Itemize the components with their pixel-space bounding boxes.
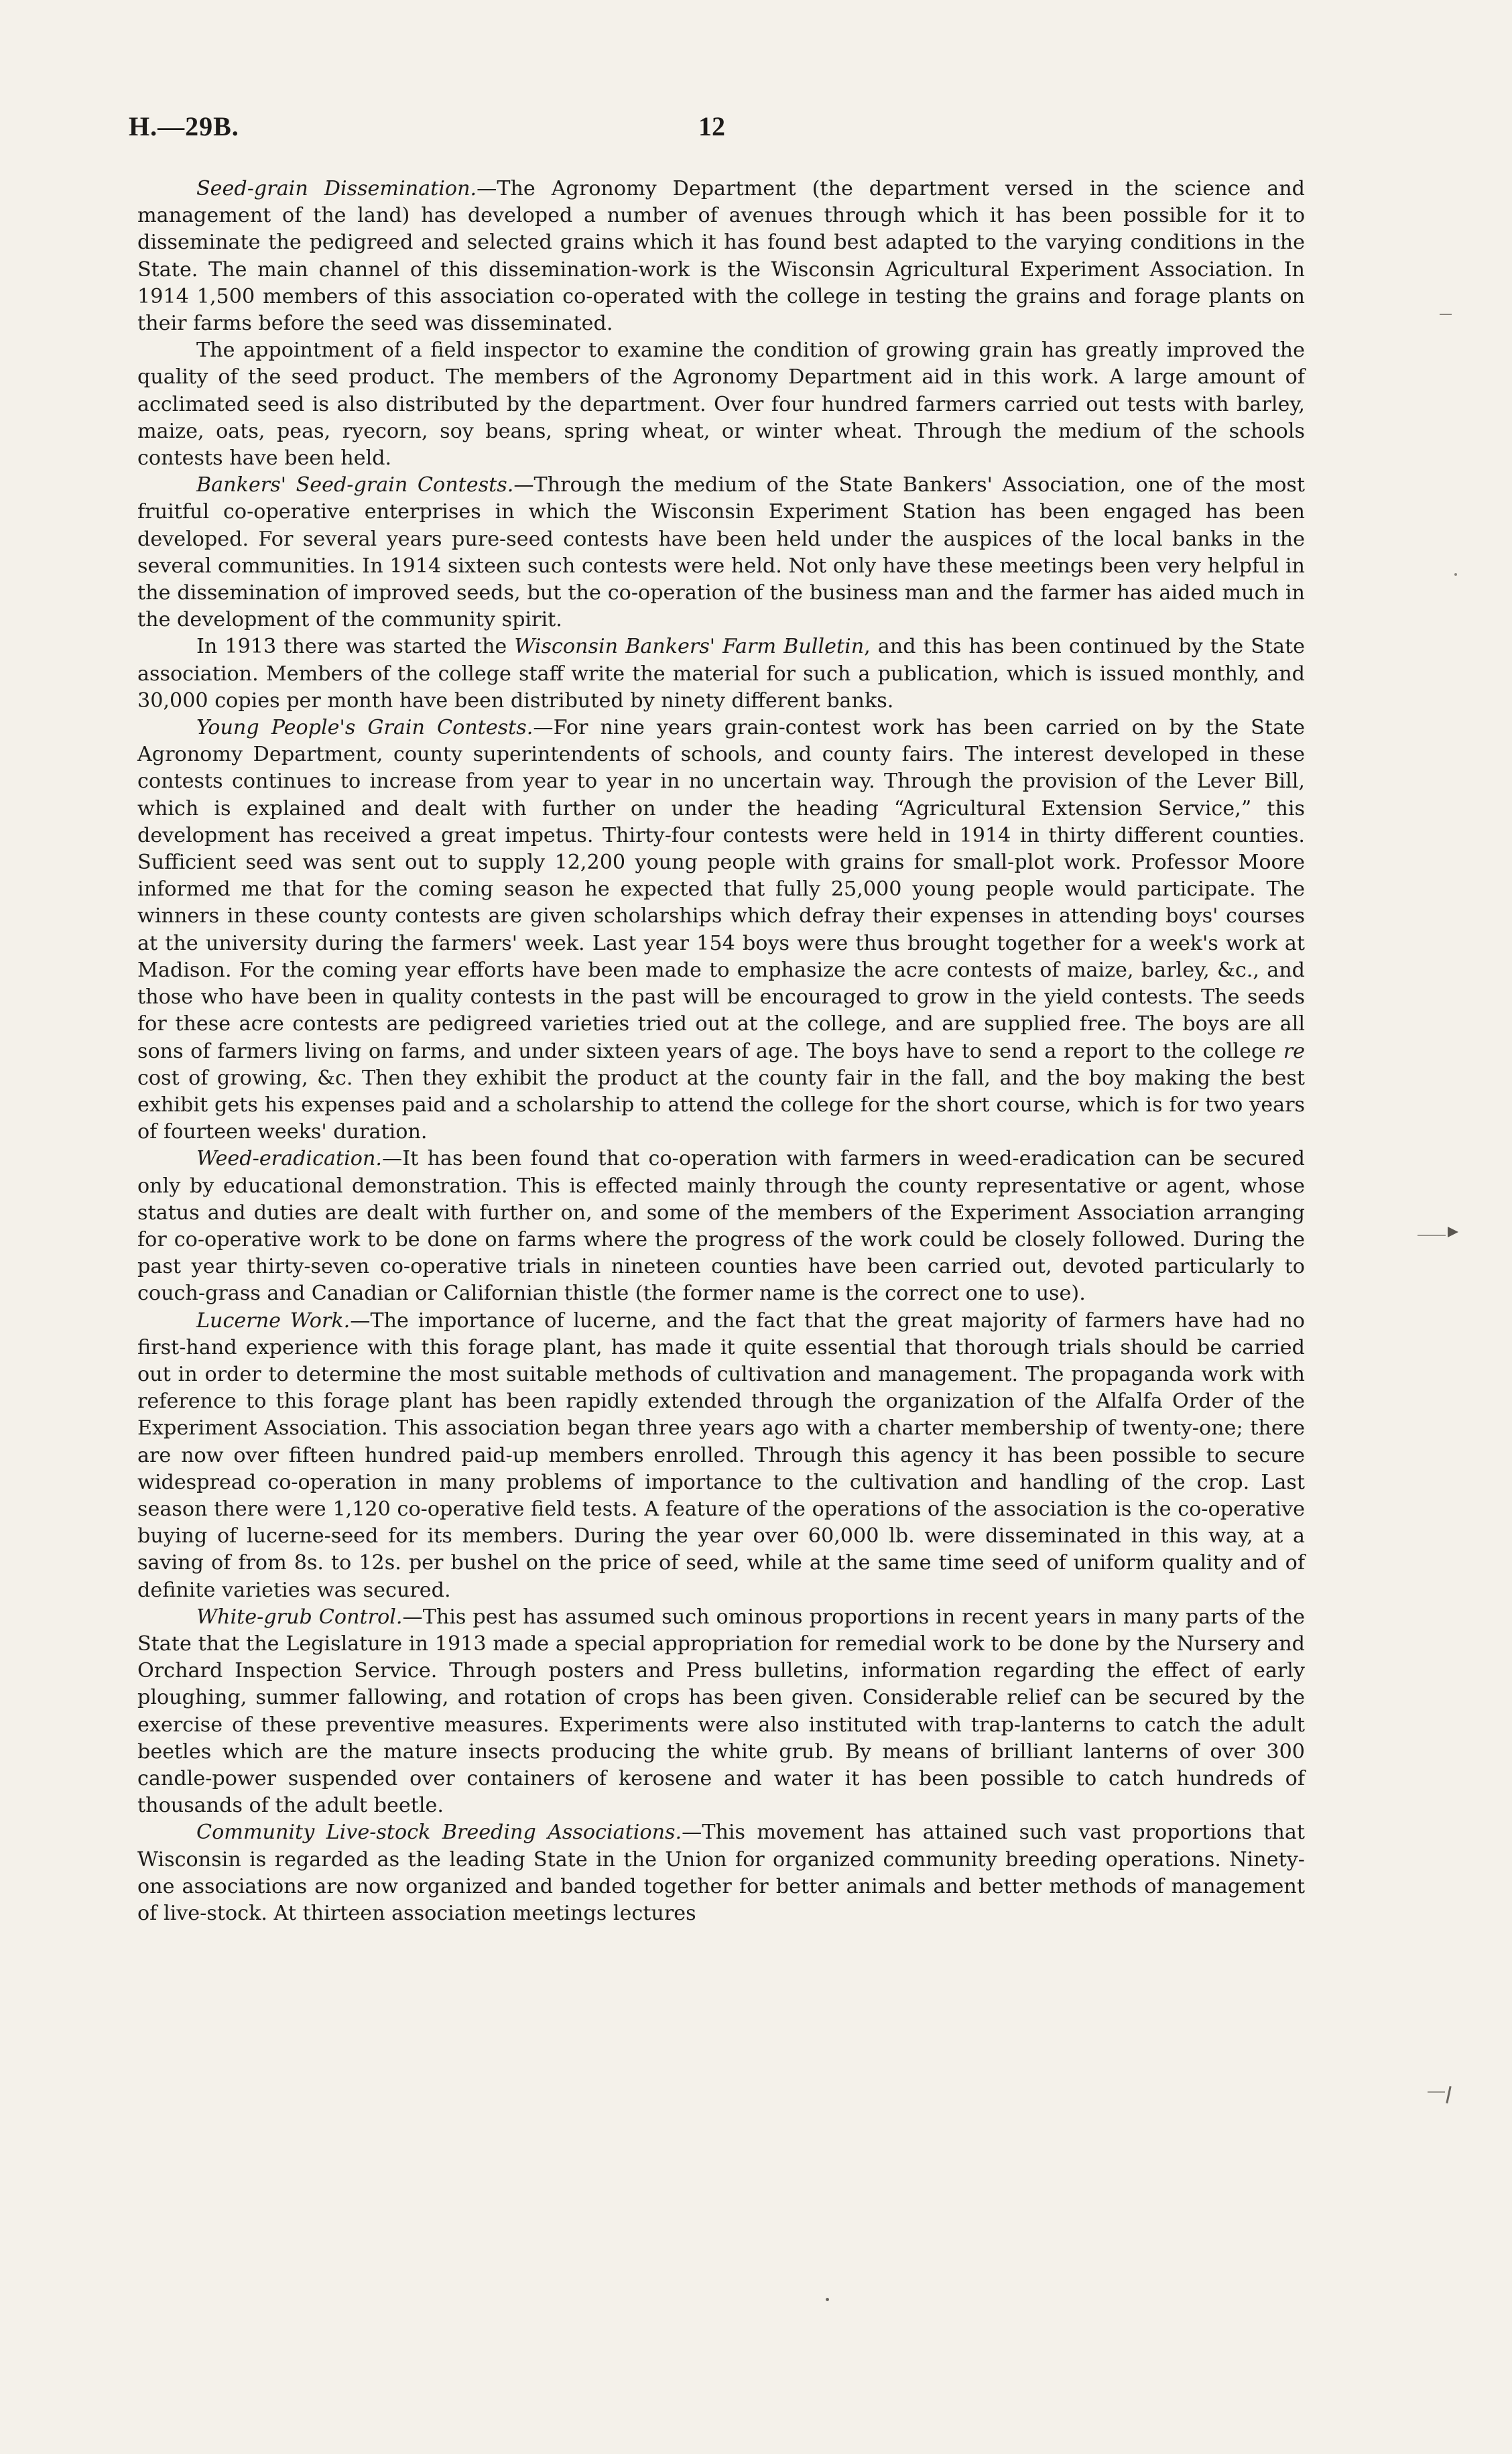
paragraph-field-inspector	[137, 337, 1305, 472]
paragraph-farm-bulletin	[137, 633, 1305, 715]
paragraph-text: —Through the medium of the State Bankers' Association, one of the most fruitful co-operative enterprises in which the Wisconsin Experiment Station has been engaged has been developed. For several years pure-seed contests have been held under the auspices of the local banks in the several communities. In 1914 sixteen such contests were held. Not only have these meetings been very helpful in the dissemination of improved seeds, but the co-operation of the business man and the farmer has aided much in the development of the community spirit.	[137, 473, 1305, 632]
paragraph-text: —This pest has assumed such ominous proportions in recent years in many parts of the State that the Legislature in 1913 made a special appropriation for remedial work to be done by the Nursery and Orchard Inspection Service. Through posters and Press bulletins, information regarding the effect of early ploughing, summer fallowing, and rotation of crops has been given. Considerable relief can be secured by the exercise of these preventive measures. Experiments were also instituted with trap-lanterns to catch the adult beetles which are the mature insects producing the white grub. By means of brilliant lanterns of over 300 candle-power suspended over containers of kerosene and water it has been possible to catch hundreds of thousands of the adult beetle.	[137, 1605, 1305, 1818]
margin-mark	[826, 2298, 829, 2301]
paragraph-text: The appointment of a field inspector to examine the condition of growing grain has greatly improved the quality of the seed product. The members of the Agronomy Department aid in this work. A large amount of acclimated seed is also distributed by the department. Over four hundred farmers carried out tests with barley, maize, oats, peas, ryecorn, soy beans, spring wheat, or winter wheat. Through the medium of the schools contests have been held.	[137, 339, 1305, 471]
section-heading: White-grub Control.	[196, 1605, 403, 1629]
page-header	[129, 111, 1308, 151]
paragraph-text: —This movement has attained such vast proportions that Wisconsin is regarded as the leading State in the Union for organized community breeding operations. Ninety-one associations are now organized and banded together for better animals and better methods of management of live-stock. At thirteen association meetings lectures	[137, 1821, 1305, 1925]
bulletin-title: Wisconsin Bankers' Farm Bulletin	[514, 635, 865, 659]
section-heading: Weed-eradication.	[196, 1147, 382, 1171]
paragraph-text-lead: In 1913 there was started the	[196, 635, 515, 659]
paragraph-text: , and this has been continued by the State association. Members of the college staff write the material for such a publication, which is issued monthly, and 30,000 copies per month have been distributed by ninety different banks.	[137, 635, 1305, 713]
section-heading: Seed-grain Dissemination.	[196, 177, 477, 200]
paragraph-text: cost of growing, &c. Then they exhibit the product at the county fair in the fall, and the boy making the best exhibit gets his expenses paid and a scholarship to attend the college for the short course, which is for two years of fourteen weeks' duration.	[137, 1066, 1305, 1144]
italic-term: re	[1283, 1039, 1305, 1063]
paragraph-lucerne-work	[137, 1308, 1305, 1604]
arrow-mark	[1448, 1227, 1458, 1237]
document-reference: H.—29B.	[129, 111, 239, 141]
body-text	[137, 176, 1305, 1927]
section-heading: Community Live-stock Breeding Associations.	[196, 1821, 682, 1845]
paragraph-text: —It has been found that co-operation with farmers in weed-eradication can be secured only by educational demonstration. This is effected mainly through the county representative or agent, whose status and duties are dealt with further on, and some of the members of the Experiment Association arranging for co-operative work to be done on farms where the progress of the work could be closely followed. During the past year thirty-seven co-operative trials in nineteen counties have been carried out, devoted particularly to couch-grass and Canadian or Californian thistle (the former name is the correct one to use).	[137, 1147, 1305, 1306]
paragraph-bankers-seed-grain-contests	[137, 472, 1305, 633]
margin-mark	[1440, 314, 1452, 315]
section-heading: Lucerne Work.	[196, 1308, 351, 1333]
section-heading: Bankers' Seed-grain Contests.	[196, 473, 514, 497]
paragraph-seed-grain-dissemination	[137, 176, 1305, 337]
margin-mark	[1428, 2091, 1445, 2093]
paragraph-weed-eradication	[137, 1146, 1305, 1307]
margin-mark	[1454, 573, 1457, 576]
paragraph-text: —The Agronomy Department (the department versed in the science and management of the land) has developed a number of avenues through which it has been possible for it to disseminate the pedigreed and selected grains which it has found best adapted to the varying conditions in the State. The main channel of this dissemination-work is the Wisconsin Agricultural Experiment Association. In 1914 1,500 members of this association co-operated with the college in testing the grains and forage plants on their farms before the seed was disseminated.	[137, 177, 1305, 336]
paragraph-live-stock-breeding	[137, 1819, 1305, 1927]
margin-mark	[1446, 2086, 1451, 2103]
page-number: 12	[698, 111, 725, 141]
paragraph-young-peoples-grain-contests	[137, 715, 1305, 1146]
paragraph-white-grub-control	[137, 1604, 1305, 1820]
section-heading: Young People's Grain Contests.	[196, 716, 533, 740]
margin-mark	[1418, 1235, 1446, 1236]
paragraph-text: —The importance of lucerne, and the fact that the great majority of farmers have had no first-hand experience with this forage plant, has made it quite essential that thorough trials should be carried out in order to determine the most suitable methods of cultivation and management. The propaganda work with reference to this forage plant has been rapidly extended through the organization of the Alfalfa Order of the Experiment Association. This association began three years ago with a charter membership of twenty-one; there are now over fifteen hundred paid-up members enrolled. Through this agency it has been possible to secure widespread co-operation in many problems of importance to the cultivation and handling of the crop. Last season there were 1,120 co-operative field tests. A feature of the operations of the association is the co-operative buying of lucerne-seed for its members. During the year over 60,000 lb. were disseminated in this way, at a saving of from 8s. to 12s. per bushel on the price of seed, while at the same time seed of uniform quality and of definite varieties was secured.	[137, 1308, 1305, 1602]
paragraph-text-lead: —For nine years grain-contest work has been carried on by the State Agronomy Department, county superintendents of schools, and county fairs. The interest developed in these contests continues to increase from year to year in no uncertain way. Through the provision of the Lever Bill, which is explained and dealt with further on under the heading “Agricultural Extension Service,” this development has received a great impetus. Thirty-four contests were held in 1914 in thirty different counties. Sufficient seed was sent out to supply 12,200 young people with grains for small-plot work. Professor Moore informed me that for the coming season he expected that fully 25,000 young people would participate. The winners in these county contests are given scholarships which defray their expenses in attending boys' courses at the university during the farmers' week. Last year 154 boys were thus brought together for a week's work at Madison. For the coming year efforts have been made to emphasize the acre contests of maize, barley, &c., and those who have been in quality contests in the past will be encouraged to grow in the yield contests. The seeds for these acre contests are pedigreed varieties tried out at the college, and are supplied free. The boys are all sons of farmers living on farms, and under sixteen years of age. The boys have to send a report to the college	[137, 716, 1305, 1063]
